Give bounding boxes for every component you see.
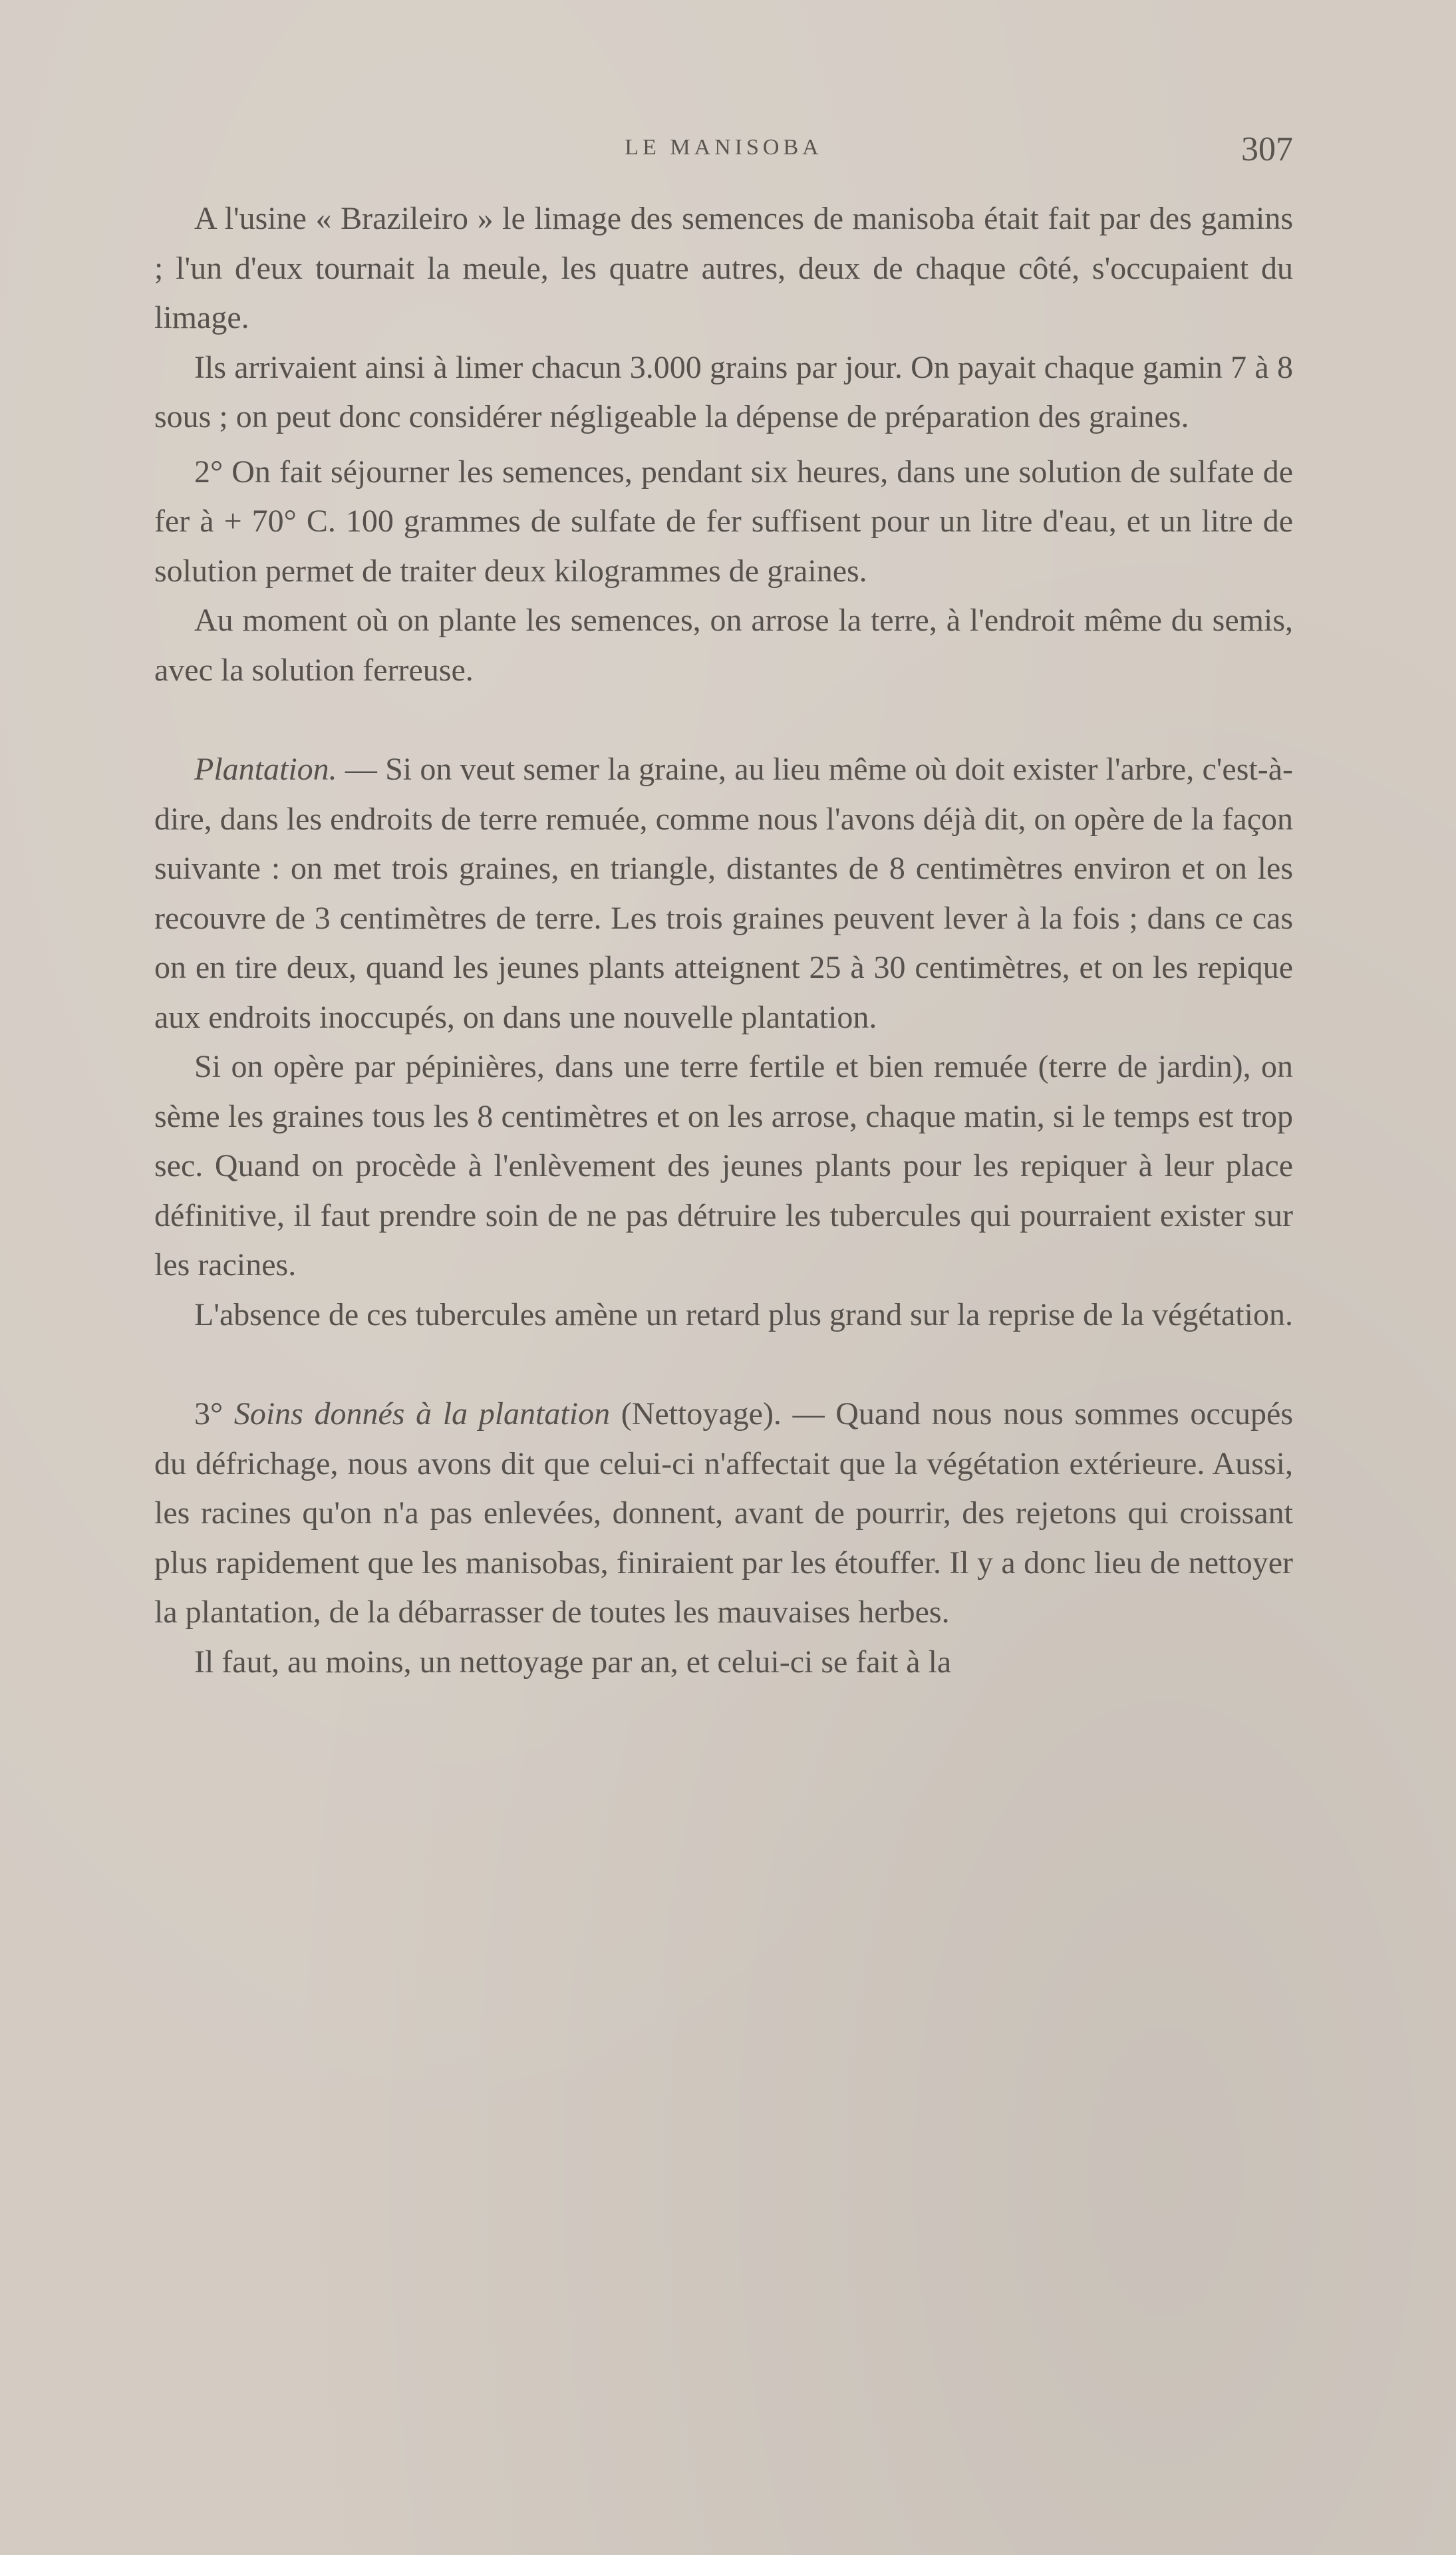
paragraph — [154, 343, 1293, 442]
body-text — [154, 194, 1293, 1687]
paragraph-text: Au moment où on plante les semences, on arrose la terre, à l'endroit même du semis, avec la solution ferreuse. — [154, 603, 1293, 688]
running-title: LE MANISOBA — [625, 135, 823, 160]
paragraph-text: — Si on veut semer la graine, au lieu même où doit exister l'arbre, c'est-à-dire, dans les endroits de terre remuée, comme nous l'avons déjà dit, on opère de la façon suivante : on met trois graines, en triangle, distantes de 8 centimètres environ et on les recouvre de 3 centimètres de terre. Les trois graines peuvent lever à la fois ; dans ce cas on en tire deux, quand les jeunes plants atteignent 25 à 30 centimètres, et on les repique aux endroits inoccupés, on dans une nouvelle plantation. — [154, 752, 1293, 1035]
paragraph — [154, 596, 1293, 695]
page-header — [154, 130, 1293, 176]
paragraph-text: L'absence de ces tubercules amène un retard plus grand sur la reprise de la végétation. — [194, 1296, 1293, 1332]
paragraph — [154, 745, 1293, 1042]
paragraph-text: Si on opère par pépinières, dans une terre fertile et bien remuée (terre de jardin), on sème les graines tous les 8 centimètres et on les arrose, chaque matin, si le temps est trop sec. Quand on procède à l'enlèvement des jeunes plants pour les repiquer à leur place définitive, il faut prendre soin de ne pas détruire les tubercules qui pourraient exister sur les racines. — [154, 1049, 1293, 1282]
section-heading: Soins donnés à la plantation — [233, 1396, 611, 1431]
paragraph — [154, 448, 1293, 597]
paragraph — [154, 1638, 1293, 1688]
paragraph-text: (Nettoyage). — Quand nous nous sommes occupés du défrichage, nous avons dit que celui-ci n'affectait que la végétation extérieure. Aussi, les racines qu'on n'a pas enlevées, donnent, avant de pourrir, des rejetons qui croissant plus rapidement que les manisobas, finiraient par les étouffer. Il y a donc lieu de nettoyer la plantation, de la débarrasser de toutes les mauvaises herbes. — [154, 1396, 1294, 1630]
section-heading: Plantation. — [194, 752, 337, 787]
paragraph — [154, 194, 1293, 343]
page-number: 307 — [1241, 130, 1293, 168]
paragraph-text: Il faut, au moins, un nettoyage par an, et celui-ci se fait à la — [194, 1644, 952, 1680]
section-number: 3° — [194, 1396, 234, 1431]
paragraph-text: A l'usine « Brazileiro » le limage des semences de manisoba était fait par des gamins ; l'un d'eux tournait la meule, les quatre autres, deux de chaque côté, s'occupaient du limage. — [154, 201, 1293, 335]
paragraph — [154, 1390, 1293, 1638]
paragraph-text: 2° On fait séjourner les semences, pendant six heures, dans une solution de sulfate de fer à + 70° C. 100 grammes de sulfate de fer suffisent pour un litre d'eau, et un litre de solution permet de traiter deux kilogrammes de graines. — [154, 454, 1293, 589]
paragraph — [154, 1290, 1293, 1340]
paragraph — [154, 1042, 1293, 1290]
paragraph-text: Ils arrivaient ainsi à limer chacun 3.000 grains par jour. On payait chaque gamin 7 à 8 sous ; on peut donc considérer négligeable la dépense de préparation des graines. — [154, 349, 1293, 434]
